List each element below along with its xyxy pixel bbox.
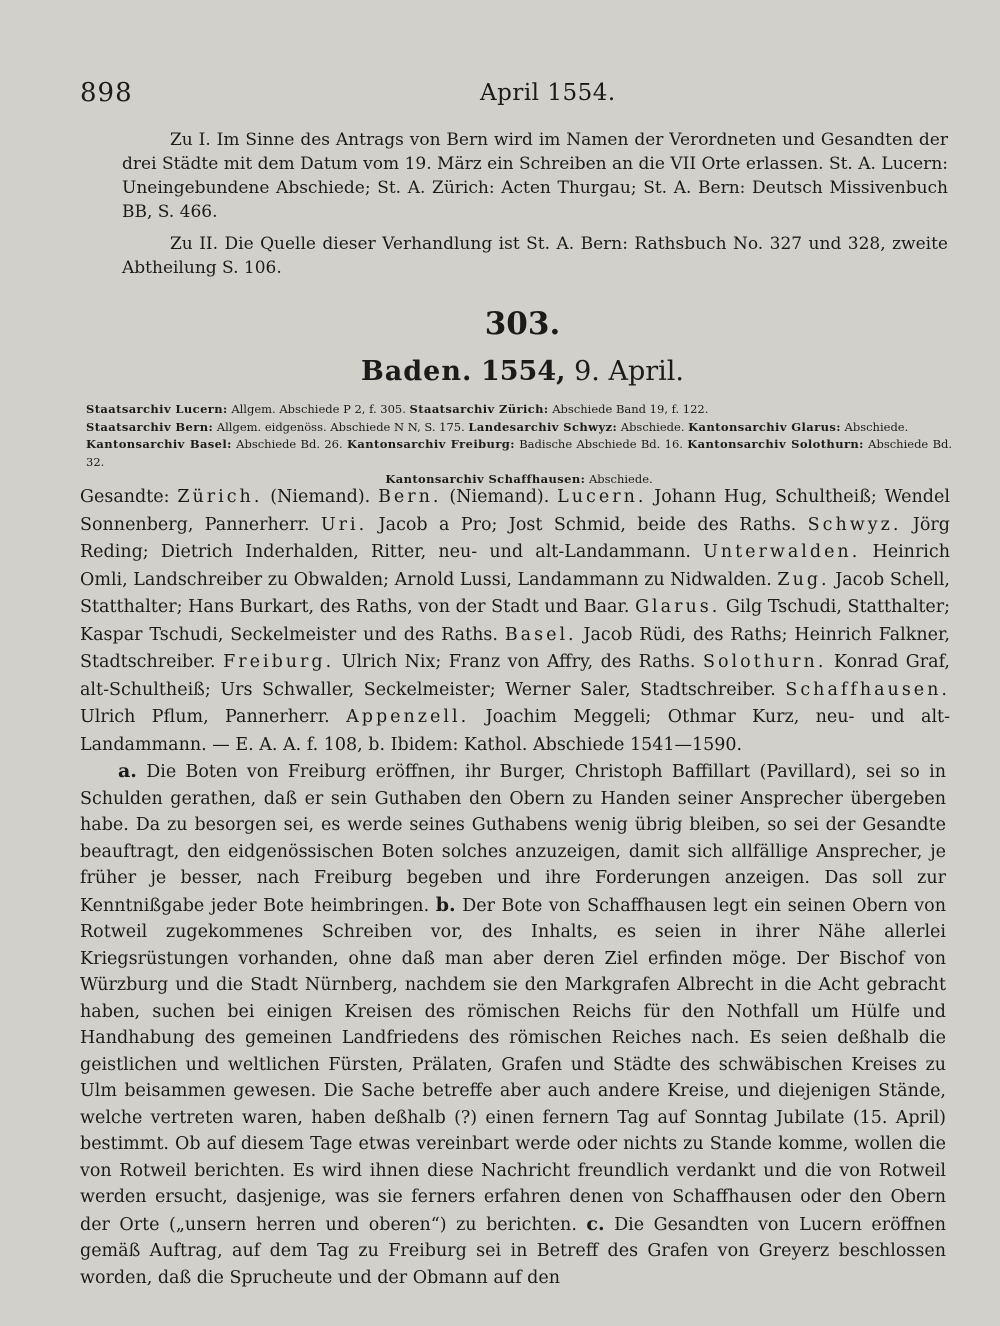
canton-delegates: Johann Hug, Schultheiß; Wendel Sonnenberg, Pannerherr. — [80, 487, 950, 535]
canton-delegates: Konrad Graf, alt-Schultheiß; Urs Schwaller, Seckelmeister; Werner Saler, Stadtschreiber. — [80, 652, 950, 700]
canton-name: Basel. — [504, 624, 577, 645]
delegates-paragraph — [80, 484, 950, 759]
document-date: 9. April. — [574, 356, 685, 387]
canton-name: Bern. — [378, 487, 442, 507]
archive-detail: Allgem. Abschiede P 2, f. 305. — [231, 402, 406, 416]
source-line — [86, 419, 952, 437]
archive-name: Staatsarchiv Lucern: — [86, 402, 228, 416]
archive-detail: Abschiede. — [588, 472, 653, 486]
body-text — [80, 758, 946, 1291]
canton-delegates: Ulrich Pflum, Pannerherr. — [80, 707, 330, 727]
archive-name: Staatsarchiv Bern: — [86, 419, 214, 434]
canton-delegates: Jacob Schell, Statthalter; Hans Burkart, des Raths, von der Stadt und Baar. — [80, 569, 950, 617]
canton-delegates: Heinrich Omli, Landschreiber zu Obwalden; Arnold Lussi, Landammann zu Nidwalden. — [80, 542, 950, 590]
item-letter-c: c. — [586, 1212, 605, 1235]
canton-name: Freiburg. — [223, 652, 335, 672]
notes-block — [122, 128, 948, 288]
canton-name: Schwyz. — [807, 514, 902, 535]
archive-name: Kantonsarchiv Basel: — [86, 437, 232, 451]
archive-name: Kantonsarchiv Glarus: — [688, 419, 841, 434]
canton-delegates: Ulrich Nix; Franz von Affry, des Raths. — [341, 652, 696, 672]
canton-name: Zug. — [777, 569, 830, 590]
document-number: 303. — [484, 306, 561, 342]
item-text-c: Die Gesandten von Lucern eröffnen gemäß Auftrag, auf dem Tag zu Freiburg sei in Betreff des Grafen von Greyerz beschlossen worden, daß die Sprucheute und der Obmann auf den — [80, 1214, 946, 1288]
archive-name: Kantonsarchiv Freiburg: — [346, 437, 515, 451]
canton-name: Schaffhausen. — [785, 679, 950, 700]
page-number: 898 — [80, 78, 133, 108]
canton-delegates: Jacob a Pro; Jost Schmid, beide des Raths. — [378, 514, 797, 535]
source-line — [86, 436, 952, 471]
delegates-intro: Gesandte: — [80, 487, 170, 507]
source-line — [86, 401, 952, 419]
note-paragraph: Zu II. Die Quelle dieser Verhandlung ist St. A. Bern: Rathsbuch No. 327 und 328, zweite Abtheilung S. 106. — [122, 234, 948, 278]
archive-detail: Abschiede Bd. 32. — [86, 437, 953, 469]
item-letter-b: b. — [435, 893, 456, 916]
archive-name: Kantonsarchiv Solothurn: — [687, 437, 864, 451]
canton-delegates: (Niemand). — [449, 487, 550, 507]
archive-detail: Abschiede. — [844, 419, 909, 434]
canton-delegates: Gilg Tschudi, Statthalter; Kaspar Tschudi, Seckelmeister und des Raths. — [80, 597, 950, 645]
running-head: April 1554. — [480, 80, 616, 106]
canton-name: Unterwalden. — [703, 542, 861, 562]
note-paragraph: Zu I. Im Sinne des Antrags von Bern wird im Namen der Verordneten und Gesandten der drei Städte mit dem Datum vom 19. März ein Schreiben an die VII Orte erlassen. St. A. Lucern: Uneingebundene Abschiede; St. A. Zürich: Acten Thurgau; St. A. Bern: Deutsch Missivenbuch BB, S. 466. — [122, 130, 948, 222]
archive-detail: Abschiede Band 19, f. 122. — [552, 402, 709, 416]
item-text-a: Die Boten von Freiburg eröffnen, ihr Burger, Christoph Baffillart (Pavillard), sei so in Schulden gerathen, daß er sein Guthaben den Obern zu Handen seiner Ansprecher übergeben habe. Da zu besorgen sei, es werde seines Guthabens wenig übrig bleiben, so sei der Gesandte beauftragt, den eidgenössischen Boten solches anzuzeigen, damit sich allfällige Ansprecher, je früher je besser, nach Freiburg begeben und ihre Forderungen anzeigen. Das soll zur Kenntnißgabe jeder Bote heimbringen. — [80, 762, 946, 916]
canton-name: Solothurn. — [702, 652, 827, 672]
archive-detail: Abschiede Bd. 26. — [236, 437, 343, 451]
document-place: Baden. — [360, 356, 473, 387]
canton-name: Glarus. — [635, 597, 721, 617]
canton-name: Zürich. — [177, 487, 263, 507]
canton-delegates: Jacob Rüdi, des Raths; Heinrich Falkner, Stadtschreiber. — [80, 624, 950, 672]
archive-name: Staatsarchiv Zürich: — [409, 402, 549, 416]
archive-sources — [86, 401, 952, 489]
archive-detail: Abschiede. — [620, 419, 685, 434]
page-header — [80, 78, 920, 118]
document-year: 1554, — [480, 356, 566, 387]
canton-delegates: Joachim Meggeli; Othmar Kurz, neu- und alt-Landammann. — [80, 707, 950, 755]
delegates-citation: — E. A. A. f. 108, b. Ibidem: Kathol. Abschiede 1541—1590. — [212, 734, 743, 755]
canton-name: Appenzell. — [346, 707, 470, 727]
archive-detail: Badische Abschiede Bd. 16. — [519, 437, 683, 451]
archive-name: Landesarchiv Schwyz: — [468, 419, 618, 434]
archive-name: Kantonsarchiv Schaffhausen: — [385, 472, 586, 486]
canton-name: Lucern. — [557, 487, 647, 507]
item-letter-a: a. — [118, 760, 137, 782]
item-text-b: Der Bote von Schaffhausen legt ein seinen Obern von Rotweil zugekommenes Schreiben vor, des Inhalts, es seien in ihrer Nähe allerlei Kriegsrüstungen vorhanden, ohne daß man aber deren Ziel erfinden möge. Der Bischof von Würzburg und die Stadt Nürnberg, nachdem sie den Markgrafen Albrecht in die Acht gebracht haben, suchen bei einigen Kreisen des römischen Reichs für den Nothfall um Hülfe und Handhabung des gemeinen Landfriedens des römischen Reiches nach. Es seien deßhalb die geistlichen und weltlichen Fürsten, Prälaten, Grafen und Städte des schwäbischen Kreises zu Ulm beisammen gewesen. Die Sache betreffe aber auch andere Kreise, und diejenigen Stände, welche vertreten waren, haben deßhalb (?) einen fernern Tag auf Sonntag Jubilate (15. April) bestimmt. Ob auf diesem Tage etwas vereinbart werde oder nichts zu Stande komme, wollen die von Rotweil berichten. Es wird ihnen diese Nachricht freundlich verdankt und die von Rotweil werden ersucht, dasjenige, was sie ferners erfahren denen von Schaffhausen oder den Obern der Orte („unsern herren und oberen“) zu berichten. — [80, 895, 946, 1235]
body-paragraph — [80, 758, 946, 1291]
canton-delegates: (Niemand). — [270, 487, 371, 507]
document-heading — [0, 356, 1000, 387]
archive-detail: Allgem. eidgenöss. Abschiede N N, S. 175. — [216, 419, 465, 434]
canton-name: Uri. — [320, 514, 368, 535]
canton-delegates: Jörg Reding; Dietrich Inderhalden, Ritter, neu- und alt-Landammann. — [80, 514, 950, 562]
